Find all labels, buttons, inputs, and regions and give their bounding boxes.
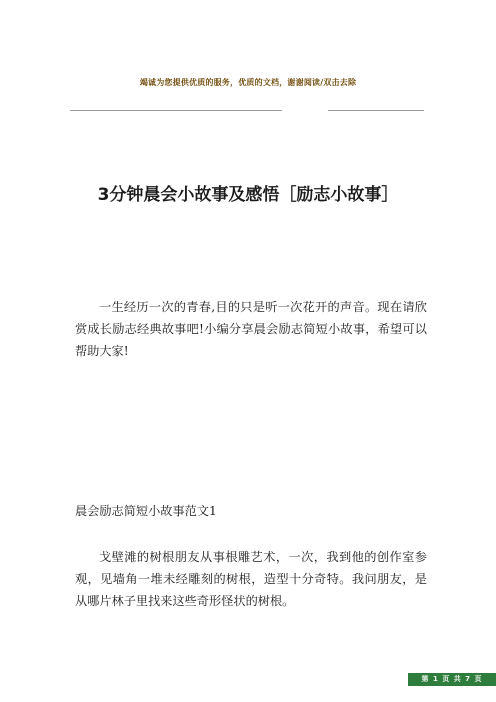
page-indicator-badge: 第 1 页 共 7 页 bbox=[408, 673, 496, 686]
header-divider bbox=[70, 110, 424, 111]
section-paragraph: 戈壁滩的树根朋友从事根雕艺术，一次，我到他的创作室参观，见墙角一堆未经雕刻的树根，造型十分奇特。我问朋友，是从哪片林子里找来这些奇形怪状的树根。 bbox=[75, 550, 427, 608]
header-note: 竭诚为您提供优质的服务，优质的文档，谢谢阅读/双击去除 bbox=[139, 78, 357, 87]
document-title: 3分钟晨会小故事及感悟［励志小故事］ bbox=[97, 185, 399, 205]
header-divider-gap bbox=[282, 108, 328, 112]
intro-paragraph: 一生经历一次的青春,目的只是听一次花开的声音。现在请欣赏成长励志经典故事吧!小编分享晨会励志简短小故事，希望可以帮助大家! bbox=[75, 300, 427, 358]
section-heading: 晨会励志简短小故事范文1 bbox=[75, 504, 217, 518]
